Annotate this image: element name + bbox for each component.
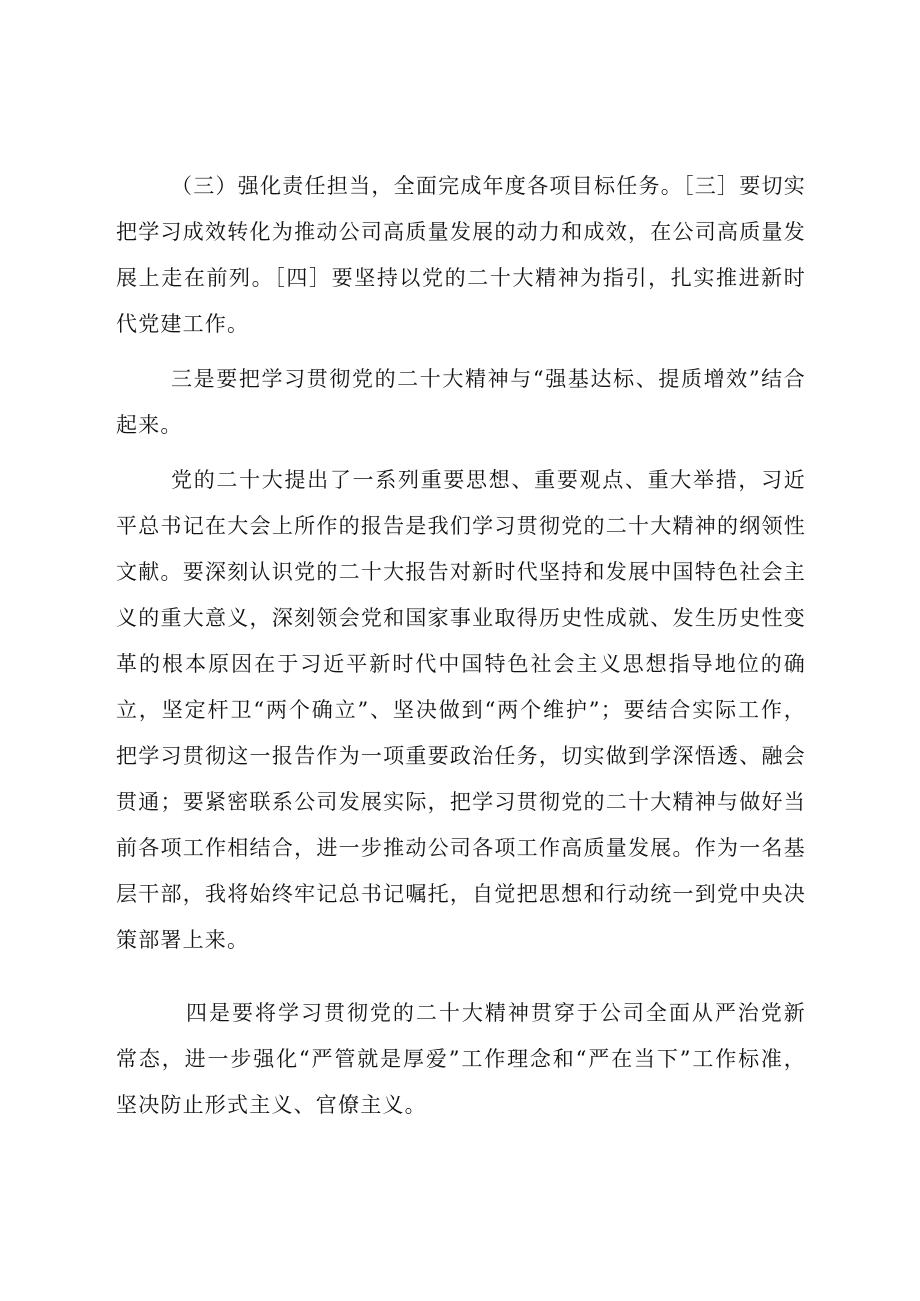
paragraph-responsibility: （三）强化责任担当，全面完成年度各项目标任务。［三］要切实把学习成效转化为推动公司高质量发展的动力和成效，在公司高质量发展上走在前列。［四］要坚持以党的二十大精神为指引，扎实推进新时代党建工作。 [116,174,806,336]
paragraph-point-three: 三是要把学习贯彻党的二十大精神与“强基达标、提质增效”结合起来。 [116,367,806,437]
paragraph-point-four: 四是要将学习贯彻党的二十大精神贯穿于公司全面从严治党新常态，进一步强化“严管就是厚爱”工作理念和“严在当下”工作标准，坚决防止形式主义、官僚主义。 [116,1001,806,1117]
paragraph-report-study: 党的二十大提出了一系列重要思想、重要观点、重大举措，习近平总书记在大会上所作的报告是我们学习贯彻党的二十大精神的纲领性文献。要深刻认识党的二十大报告对新时代坚持和发展中国特色社会主义的重大意义，深刻领会党和国家事业取得历史性成就、发生历史性变革的根本原因在于习近平新时代中国特色社会主义思想指导地位的确立，坚定杆卫“两个确立”、坚决做到“两个维护”；要结合实际工作，把学习贯彻这一报告作为一项重要政治任务，切实做到学深悟透、融会贯通；要紧密联系公司发展实际，把学习贯彻党的二十大精神与做好当前各项工作相结合，进一步推动公司各项工作高质量发展。作为一名基层干部，我将始终牢记总书记嘱托，自觉把思想和行动统一到党中央决策部署上来。 [116,468,806,952]
